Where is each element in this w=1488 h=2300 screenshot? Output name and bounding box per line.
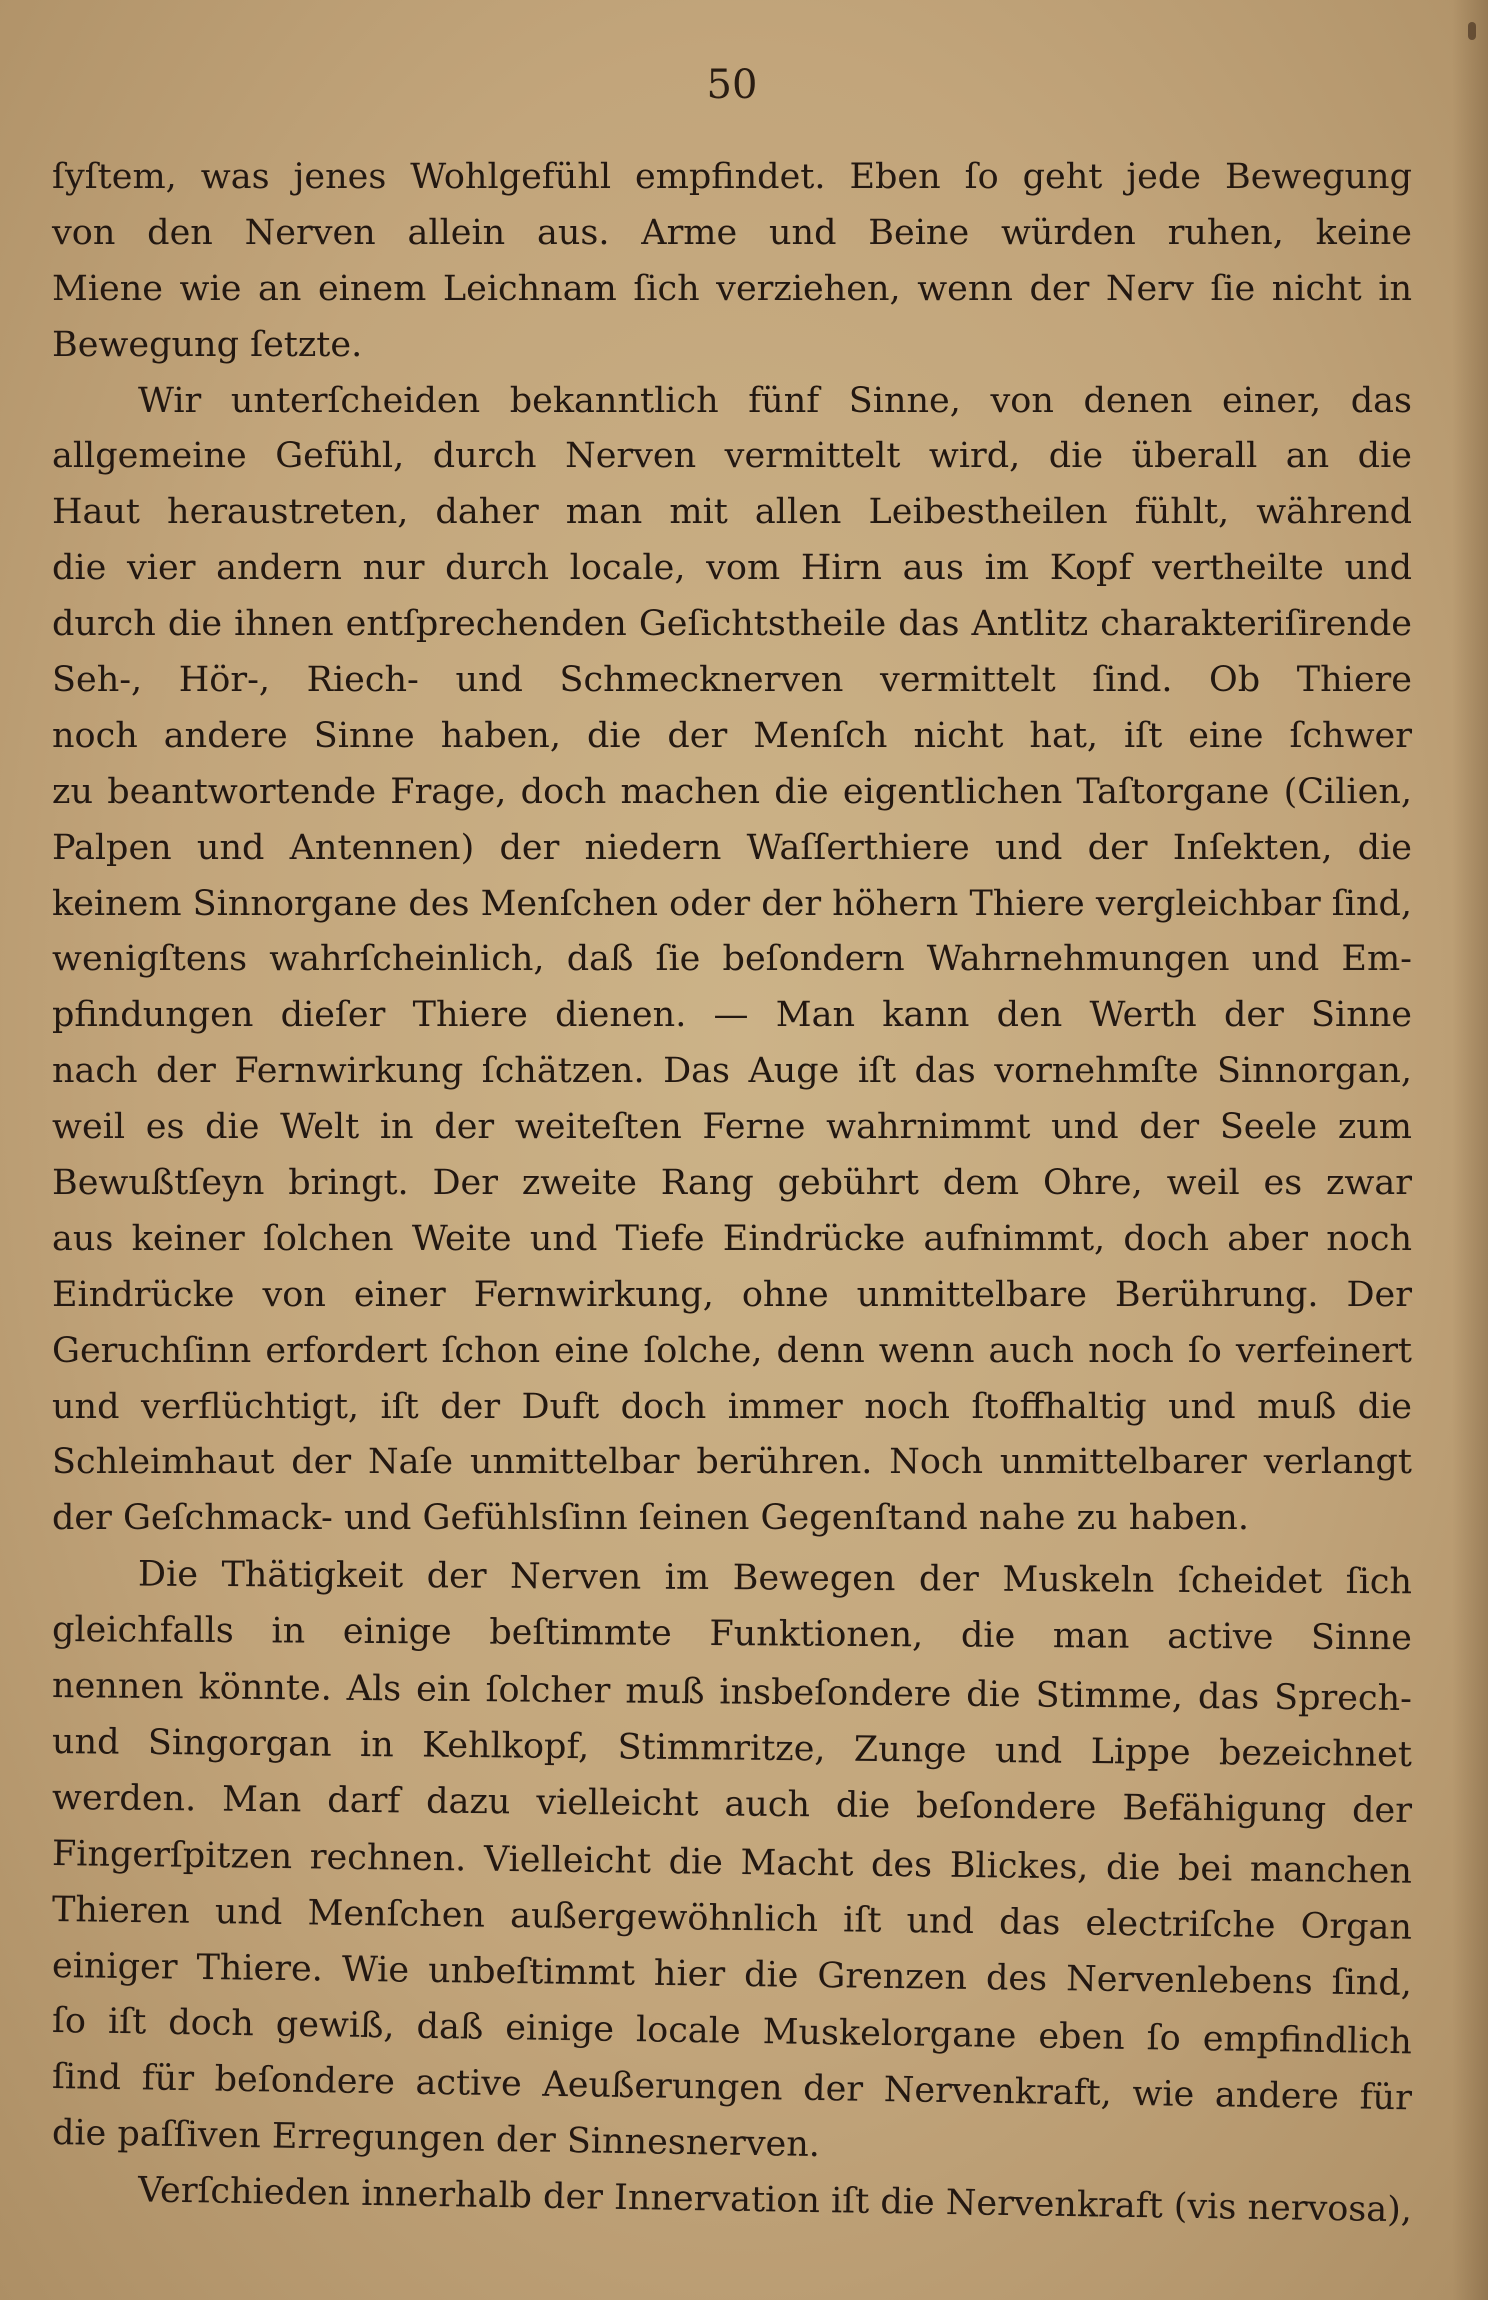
text-line: nach der Fernwirkung ſchätzen. Das Auge iſt das vornehmſte Sinnorgan, — [52, 1051, 1412, 1092]
text-line: Die Thätigkeit der Nerven im Bewegen der Muskeln ſcheidet ſich — [137, 1554, 1413, 1603]
text-line: Schleimhaut der Naſe unmittelbar berühren. Noch unmittelbarer verlangt — [52, 1442, 1412, 1483]
text-line: wenigſtens wahrſcheinlich, daß ſie beſondern Wahrnehmungen und Em- — [52, 939, 1412, 980]
text-line: und Singorgan in Kehlkopf, Stimmritze, Zunge und Lippe bezeichnet — [51, 1721, 1413, 1775]
text-line: ſyſtem, was jenes Wohlgefühl empfindet. Eben ſo geht jede Bewegung — [52, 157, 1412, 197]
text-line: weil es die Welt in der weiteſten Ferne wahrnimmt und der Seele zum — [52, 1107, 1412, 1148]
text-line: Seh-, Hör-, Riech- und Schmecknerven vermittelt ſind. Ob Thiere — [52, 660, 1412, 701]
text-line: ſind für beſondere active Aeußerungen der Nervenkraft, wie andere für — [51, 2057, 1413, 2119]
text-line: Geruchſinn erfordert ſchon eine ſolche, denn wenn auch noch ſo verfeinert — [52, 1330, 1412, 1371]
body-text — [51, 150, 1413, 2231]
text-line: der Geſchmack- und Gefühlsſinn ſeinen Gegenſtand nahe zu haben. — [52, 1498, 1249, 1539]
text-line: gleichfalls in einige beſtimmte Funktionen, die man active Sinne — [51, 1610, 1413, 1659]
ink-smudge — [1468, 22, 1476, 40]
text-line: einiger Thiere. Wie unbeſtimmt hier die Grenzen des Nervenlebens ſind, — [51, 1945, 1413, 2004]
text-line: Haut heraustreten, daher man mit allen Leibestheilen fühlt, während — [52, 492, 1412, 533]
page-edge-shadow — [1452, 0, 1488, 2300]
text-line: Bewußtſeyn bringt. Der zweite Rang gebührt dem Ohre, weil es zwar — [52, 1163, 1412, 1204]
text-line: keinem Sinnorgane des Menſchen oder der höhern Thiere vergleichbar ſind, — [52, 883, 1413, 924]
text-line: Palpen und Antennen) der niedern Waſſerthiere und der Inſekten, die — [52, 827, 1412, 868]
text-line: durch die ihnen entſprechenden Geſichtstheile das Antlitz charakteriſirende — [52, 604, 1412, 645]
text-line: von den Nerven allein aus. Arme und Beine würden ruhen, keine — [52, 212, 1412, 253]
text-line: Eindrücke von einer Fernwirkung, ohne unmittelbare Berührung. Der — [52, 1274, 1412, 1315]
text-line: Bewegung ſetzte. — [52, 324, 363, 365]
text-line: allgemeine Gefühl, durch Nerven vermittelt wird, die überall an die — [52, 436, 1412, 477]
page-number: 50 — [706, 62, 758, 108]
text-line: aus keiner ſolchen Weite und Tiefe Eindrücke aufnimmt, doch aber noch — [52, 1218, 1412, 1259]
text-line: ſo iſt doch gewiß, daß einige locale Muskelorgane eben ſo empfindlich — [51, 2001, 1413, 2063]
text-line: werden. Man darf dazu vielleicht auch die beſondere Befähigung der — [51, 1777, 1413, 1831]
text-line: die vier andern nur durch locale, vom Hirn aus im Kopf vertheilte und — [52, 548, 1412, 589]
text-line: und verflüchtigt, iſt der Duft doch immer noch ſtoffhaltig und muß die — [52, 1386, 1412, 1427]
text-line: die paſſiven Erregungen der Sinnesnerven. — [51, 2113, 821, 2166]
text-line: nennen könnte. Als ein ſolcher muß insbeſondere die Stimme, das Sprech- — [51, 1666, 1413, 1720]
text-line: pfindungen dieſer Thiere dienen. — Man kann den Werth der Sinne — [52, 995, 1412, 1036]
text-line: Miene wie an einem Leichnam ſich verziehen, wenn der Nerv ſie nicht in — [52, 268, 1412, 309]
text-line: Fingerſpitzen rechnen. Vielleicht die Macht des Blickes, die bei manchen — [51, 1833, 1413, 1892]
text-line: noch andere Sinne haben, die der Menſch nicht hat, iſt eine ſchwer — [52, 715, 1412, 756]
text-line: Verſchieden innerhalb der Innervation iſt die Nervenkraft (vis nervosa), — [137, 2170, 1413, 2231]
text-line: Thieren und Menſchen außergewöhnlich iſt und das electriſche Organ — [51, 1889, 1413, 1948]
text-line: zu beantwortende Frage, doch machen die eigentlichen Taſtorgane (Cilien, — [52, 771, 1412, 812]
text-line: Wir unterſcheiden bekanntlich fünf Sinne, von denen einer, das — [138, 380, 1412, 421]
